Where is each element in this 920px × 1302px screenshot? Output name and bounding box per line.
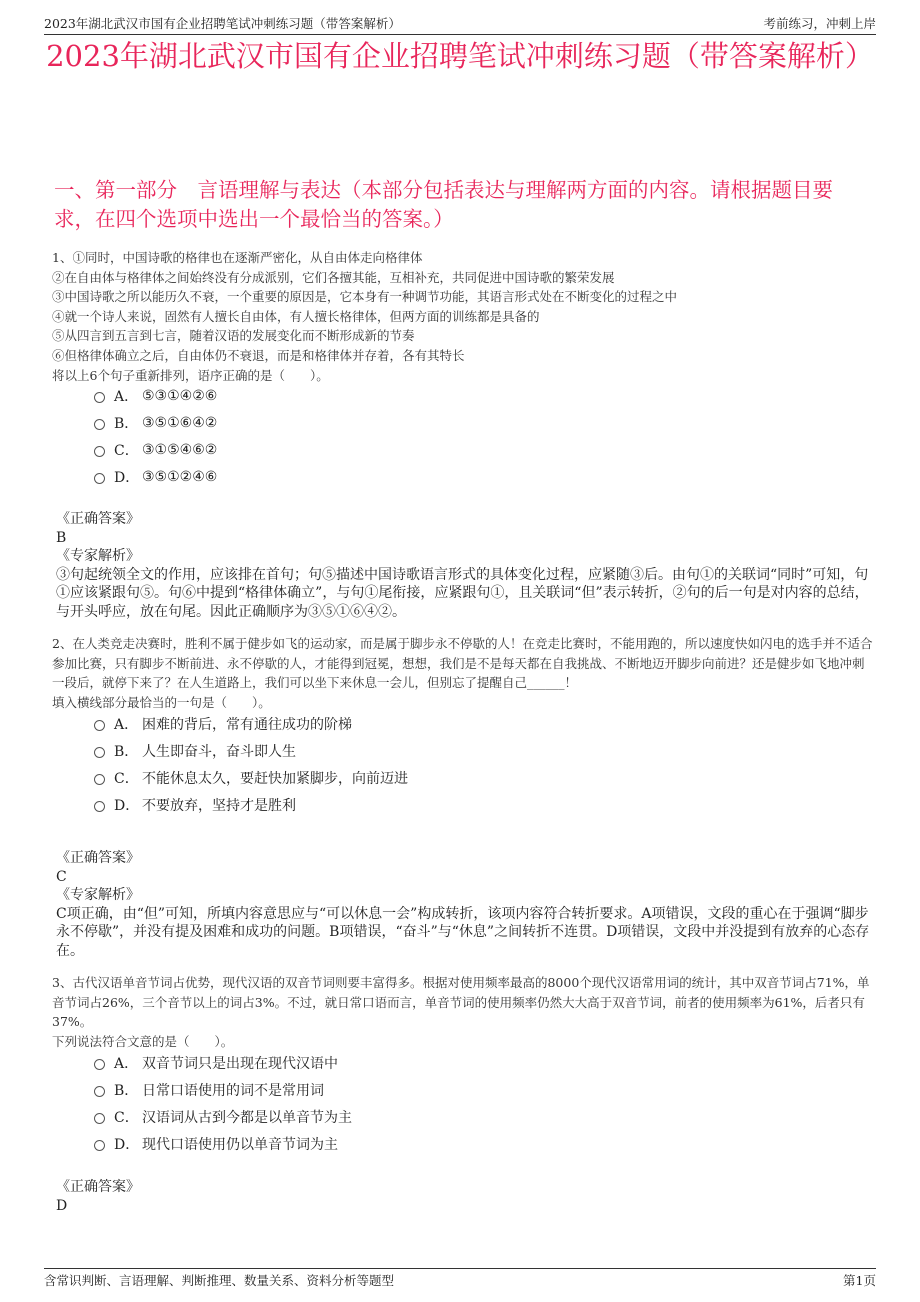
analysis-label: 《专家解析》 [56, 887, 140, 903]
option-d[interactable] [94, 791, 408, 818]
question-2-options [94, 710, 408, 818]
question-1-answer [56, 510, 870, 621]
option-b[interactable] [94, 409, 217, 436]
question-text: 3、古代汉语单音节词占优势，现代汉语的双音节词则要丰富得多。根据对使用频率最高的8000个现代汉语常用词的统计，其中双音节词占71%，单音节词占26%，三个音节以上的词占3%。不过，就日常口语而言，单音节词的使用频率仍然大大高于双音节词，前者的使用频率为61%，后者只有37%。 [52, 975, 870, 1030]
radio-icon[interactable] [94, 774, 105, 785]
question-2-stem [52, 634, 876, 712]
page-number: 第1页 [843, 1273, 876, 1288]
radio-icon[interactable] [94, 1059, 105, 1070]
option-c[interactable] [94, 436, 217, 463]
radio-icon[interactable] [94, 1140, 105, 1151]
option-text: 不能休息太久，要赶快加紧脚步，向前迈进 [142, 770, 408, 787]
option-text: 日常口语使用的词不是常用词 [142, 1082, 324, 1099]
option-c[interactable] [94, 1103, 352, 1130]
option-b[interactable] [94, 1076, 352, 1103]
option-a[interactable] [94, 382, 217, 409]
question-text: 2、在人类竞走决赛时，胜利不属于健步如飞的运动家，而是属于脚步永不停歇的人！在竞走比赛时，不能用跑的，所以速度快如闪电的选手并不适合参加比赛，只有脚步不断前进、永不停歇的人，才能得到冠冕，想想，我们是不是每天都在自我挑战、不断地迈开脚步向前进？还是健步如飞地冲刺一段后，就停下来了？在人生道路上，我们可以坐下来休息一会儿，但别忘了提醒自己______！ [52, 636, 873, 691]
option-letter: A． [114, 1055, 139, 1072]
question-prompt: 下列说法符合文意的是（ ）。 [52, 1033, 234, 1049]
radio-icon[interactable] [94, 1113, 105, 1124]
question-2-answer [56, 849, 870, 960]
question-line: ⑥但格律体确立之后，自由体仍不衰退，而是和格律体并存着，各有其特长 [52, 347, 465, 363]
section-heading: 一、第一部分 言语理解与表达（本部分包括表达与理解两方面的内容。请根据题目要求，在四个选项中选出一个最恰当的答案。） [54, 178, 833, 231]
option-text: ③⑤①⑥④② [142, 414, 218, 431]
option-text: 困难的背后，常有通往成功的阶梯 [142, 716, 352, 733]
answer-value: D [56, 1197, 68, 1214]
footer-note: 含常识判断、言语理解、判断推理、数量关系、资料分析等题型 [44, 1273, 395, 1288]
question-3-options [94, 1049, 352, 1157]
answer-value: B [56, 529, 67, 546]
option-text: 双音节词只是出现在现代汉语中 [142, 1055, 338, 1072]
option-b[interactable] [94, 737, 408, 764]
option-text: ③⑤①②④⑥ [142, 468, 218, 485]
option-letter: D． [114, 469, 140, 486]
question-prompt: 填入横线部分最恰当的一句是（ ）。 [52, 694, 271, 710]
radio-icon[interactable] [94, 801, 105, 812]
option-letter: A． [114, 716, 139, 733]
radio-icon[interactable] [94, 392, 105, 403]
question-3-answer [56, 1178, 870, 1215]
radio-icon[interactable] [94, 720, 105, 731]
question-1-options [94, 382, 217, 490]
option-letter: A． [114, 388, 139, 405]
question-1-stem [52, 248, 876, 385]
answer-label: 《正确答案》 [56, 850, 140, 866]
radio-icon[interactable] [94, 1086, 105, 1097]
question-prompt: 将以上6个句子重新排列，语序正确的是（ ）。 [52, 367, 329, 383]
option-letter: C． [114, 1109, 139, 1126]
option-c[interactable] [94, 764, 408, 791]
radio-icon[interactable] [94, 419, 105, 430]
question-3-stem [52, 973, 876, 1051]
radio-icon[interactable] [94, 473, 105, 484]
analysis-text: ③句起统领全文的作用，应该排在首句；句⑤描述中国诗歌语言形式的具体变化过程，应紧随③后。由句①的关联词“同时”可知，句①应该紧跟句⑤。句⑥中提到“格律体确立”，与句①尾衔接，应紧跟句①，且关联词“但”表示转折，②句的后一句是对内容的总结，与开头呼应，放在句尾。因此正确顺序为③⑤①⑥④②。 [56, 566, 869, 620]
question-line: ③中国诗歌之所以能历久不衰，一个重要的原因是，它本身有一种调节功能，其语言形式处在不断变化的过程之中 [52, 289, 678, 305]
page-header [44, 12, 876, 35]
page-title: 2023年湖北武汉市国有企业招聘笔试冲刺练习题（带答案解析） [46, 39, 874, 73]
radio-icon[interactable] [94, 747, 105, 758]
radio-icon[interactable] [94, 446, 105, 457]
header-slogan: 考前练习，冲刺上岸 [763, 16, 876, 31]
option-d[interactable] [94, 1130, 352, 1157]
option-a[interactable] [94, 1049, 352, 1076]
option-letter: B． [114, 415, 139, 432]
question-line: 1、①同时，中国诗歌的格律也在逐渐严密化，从自由体走向格律体 [52, 250, 423, 265]
question-line: ④就一个诗人来说，固然有人擅长自由体，有人擅长格律体，但两方面的训练都是具备的 [52, 308, 540, 324]
answer-value: C [56, 868, 67, 885]
option-text: 汉语词从古到今都是以单音节为主 [142, 1109, 352, 1126]
question-line: ⑤从四言到五言到七言，随着汉语的发展变化而不断形成新的节奏 [52, 328, 415, 344]
option-text: 现代口语使用仍以单音节词为主 [142, 1136, 338, 1153]
answer-label: 《正确答案》 [56, 1179, 140, 1195]
option-letter: D． [114, 797, 140, 814]
option-letter: C． [114, 442, 139, 459]
option-letter: B． [114, 743, 139, 760]
header-title: 2023年湖北武汉市国有企业招聘笔试冲刺练习题（带答案解析） [44, 16, 401, 31]
option-text: ③①⑤④⑥② [142, 441, 218, 458]
analysis-text: C项正确，由“但”可知，所填内容意思应与“可以休息一会”构成转折，该项内容符合转折要求。A项错误，文段的重心在于强调“脚步永不停歇”，并没有提及困难和成功的问题。B项错误，“奋斗”与“休息”之间转折不连贯。D项错误，文段中并没提到有放弃的心态存在。 [56, 905, 870, 959]
option-text: 人生即奋斗，奋斗即人生 [142, 743, 296, 760]
answer-label: 《正确答案》 [56, 511, 140, 527]
option-text: 不要放弃，坚持才是胜利 [142, 797, 296, 814]
option-a[interactable] [94, 710, 408, 737]
option-d[interactable] [94, 463, 217, 490]
option-letter: B． [114, 1082, 139, 1099]
option-text: ⑤③①④②⑥ [142, 387, 218, 404]
analysis-label: 《专家解析》 [56, 548, 140, 564]
option-letter: D． [114, 1136, 140, 1153]
option-letter: C． [114, 770, 139, 787]
question-line: ②在自由体与格律体之间始终没有分成派别，它们各擅其能，互相补充，共同促进中国诗歌的繁荣发展 [52, 269, 615, 285]
page-footer [44, 1268, 876, 1291]
